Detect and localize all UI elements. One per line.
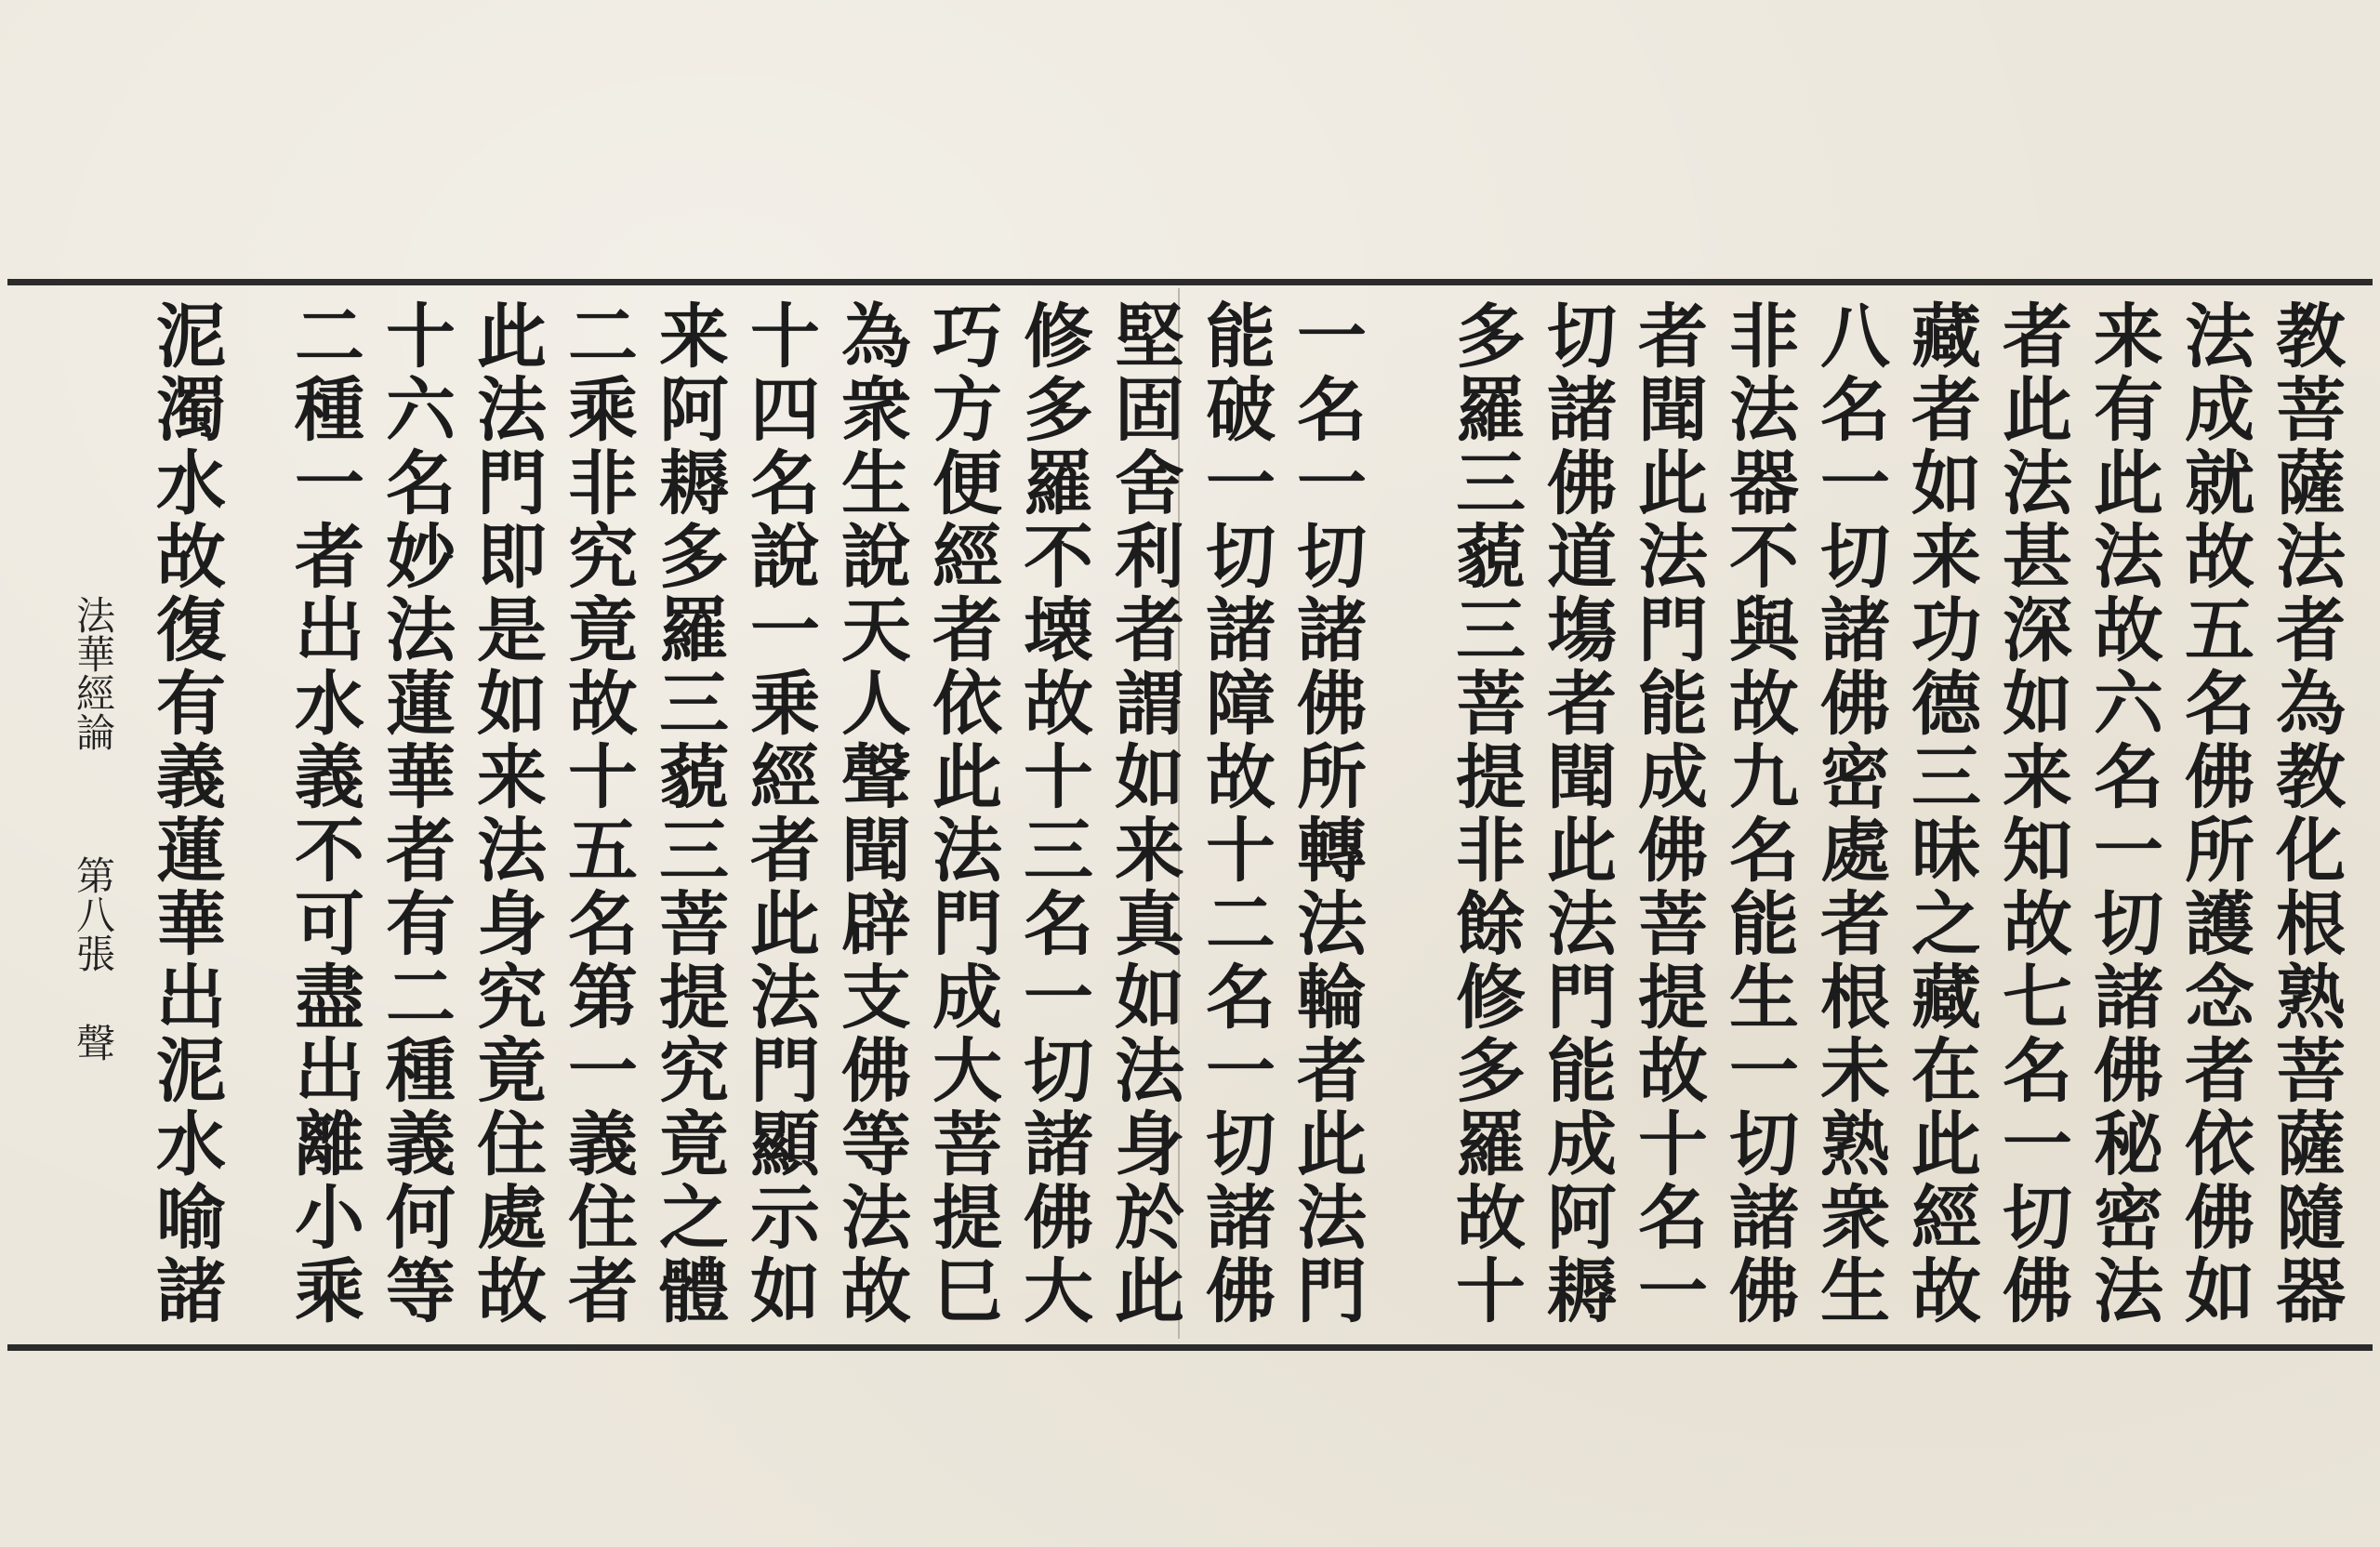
text-column: 修多羅不壊故十三名一切諸佛大 <box>1012 299 1094 1328</box>
text-column: 来阿耨多羅三藐三菩提究竟之體 <box>648 299 730 1328</box>
text-column: 二種一者出水義不可盡出離小乘 <box>284 299 365 1328</box>
text-column: 十四名說一乗經者此法門顯示如 <box>739 299 821 1328</box>
text-column: 為衆生說天人聲聞辟支佛等法故 <box>830 299 912 1328</box>
text-column: 法成就故五名佛所護念者依佛如 <box>2174 299 2255 1328</box>
margin-mark: 聲 <box>71 1023 116 1062</box>
text-column: 藏者如来功德三昧之藏在此經故 <box>1900 299 1982 1328</box>
bottom-border-rule <box>7 1344 2373 1351</box>
text-column: 堅固舍利者謂如来真如法身於此 <box>1104 299 1185 1328</box>
text-column: 多羅三藐三菩提非餘修多羅故十 <box>1445 299 1527 1328</box>
margin-book-title: 法華經論 <box>71 595 116 751</box>
text-column: 切諸佛道塲者聞此法門能成阿耨 <box>1536 299 1618 1328</box>
top-border-rule <box>7 279 2373 285</box>
text-column: 巧方便經者依此法門成大菩提巳 <box>921 299 1003 1328</box>
text-column: 此法門即是如来法身究竟住處故 <box>466 299 548 1328</box>
text-column: 者此法甚深如来知故七名一切佛 <box>1991 299 2073 1328</box>
text-column: 泥濁水故復有義蓮華出泥水喻諸 <box>145 299 227 1328</box>
text-column: 能破一切諸障故十二名一切諸佛 <box>1195 299 1276 1328</box>
text-column: 来有此法故六名一切諸佛秘密法 <box>2082 299 2164 1328</box>
text-column: 者聞此法門能成佛菩提故十名一 <box>1627 299 1709 1328</box>
text-column: 十六名妙法蓮華者有二種義何等 <box>375 299 456 1328</box>
text-column: 一名一切諸佛所轉法輪者此法門 <box>1286 299 1368 1328</box>
text-column: 二乘非究竟故十五名第一義住者 <box>557 299 639 1328</box>
text-column: 教菩薩法者為教化根熟菩薩隨器 <box>2265 299 2347 1328</box>
margin-page-number: 第八張 <box>71 855 116 972</box>
text-column: 非法器不與故九名能生一切諸佛 <box>1718 299 1800 1328</box>
text-column: 八名一切諸佛密處者根未熟衆生 <box>1809 299 1891 1328</box>
